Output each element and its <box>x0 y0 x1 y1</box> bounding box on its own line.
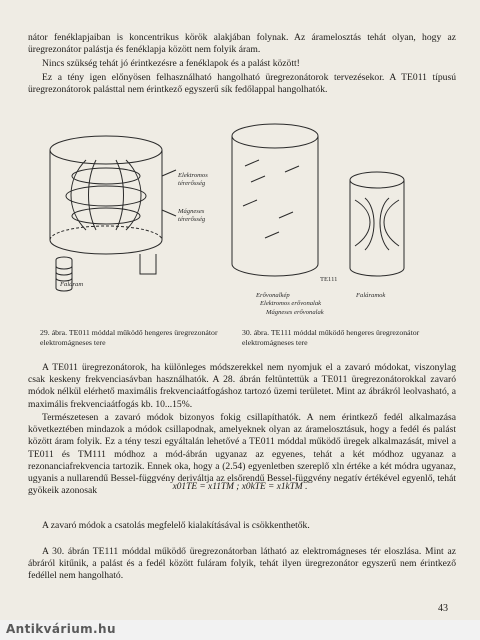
paragraph-1: nátor fenéklapjaiban is koncentrikus körök alakjában folynak. Az áramelosztás tehát olyan, hogy az üregrezonátor palástja és fenéklapja között nem folyik áram. <box>28 32 456 56</box>
paragraph-7: A 30. ábrán TE111 móddal működő üregrezonátorban látható az elektromágneses tér eloszlása. Mint az ábráról kitűnik, a palást és a fedél között fuláram folyik, tehát ilyen üregrezonátor egyszerű nem érintkező fedéllel nem hangolható. <box>28 546 456 582</box>
paragraph-2: Nincs szükség tehát jó érintkezésre a fenéklapok és a palást között! <box>42 58 300 69</box>
fig29-label-electric: Elektromos <box>178 172 208 179</box>
paragraph-6: A zavaró módok a csatolás megfelelő kialakításával is csökkenthetők. <box>42 520 310 531</box>
fig29-label-electric-2: térerősség <box>178 180 206 187</box>
fig29-label-current: Faláram <box>60 281 84 288</box>
fig30-label-mode: TE111 <box>320 276 338 283</box>
paragraph-3: Ez a tény igen előnyösen felhasználható hangolható üregrezonátorok tervezésekor. A TE011 típusú üregrezonátorok palásttal nem érintkező egyszerű sík fedőlappal hangolhatók. <box>28 72 456 96</box>
paragraph-5: Természetesen a zavaró módok bizonyos fokig csillapíthatók. A nem érintkező fedél alkalmazása következtében mindazok a módok csillapodnak, amelyeknek olyan az áramelosztásuk, hogy a fedél és palást között áram folyik. Ez a tény teszi egyáltalán lehetővé a TE011 móddal működő üregek alkalmazását, mivel a TE011 és TM111 módhoz a mód-ábrán ugyanaz az egyenes, tehát a két módhoz ugyanaz a rezonanciafrekvencia tartozik. Ennek oka, hogy a (2.54) egyenletben szereplő xln értéke a két módra ugyanaz, ugyanis a nullarendű Bessel-függvény deriváltja az elsőrendű Bessel-függvény negatív értékével egyenlő, tehát gyökeik azonosak <box>28 412 456 497</box>
fig30-label-fieldlines: Erővonalkép <box>256 292 290 299</box>
fig29-label-magnetic-2: térerősség <box>178 216 206 223</box>
figure-29-drawing <box>26 120 226 330</box>
figure-30-caption: 30. ábra. TE111 móddal működő hengeres üregrezonátor elektromágneses tere <box>242 328 420 347</box>
figure-29-caption: 29. ábra. TE011 móddal működő hengeres üregrezonátor elektromágneses tere <box>40 328 218 347</box>
watermark-text: Antikvárium.hu <box>6 622 116 636</box>
watermark-bar <box>0 620 480 640</box>
paragraph-4: A TE011 üregrezonátorok, ha különleges módszerekkel nem nyomjuk el a zavaró módokat, viszonylag csak keskeny frekvenciasávban használhatók. A 28. ábrán feltüntettük a TE011 üregrezonátorokkal zavaró módok nélkül elérhető maximális frekvenciaátfogáshoz tartozó üzemi területet. Mint az ábrákról leolvasható, a maximális frekvenciaátfogás kb. 10...15%. <box>28 362 456 410</box>
page-number: 43 <box>438 603 448 614</box>
fig30-label-current: Faláramok <box>356 292 386 299</box>
fig30-label-electric: Elektromos erővonalak <box>260 300 322 307</box>
fig30-label-magnetic: Mágneses erővonalak <box>266 309 324 316</box>
formula-roots: x01TE = x11TM ; x0kTE = x1kTM . <box>172 482 308 492</box>
fig29-label-magnetic: Mágneses <box>178 208 205 215</box>
